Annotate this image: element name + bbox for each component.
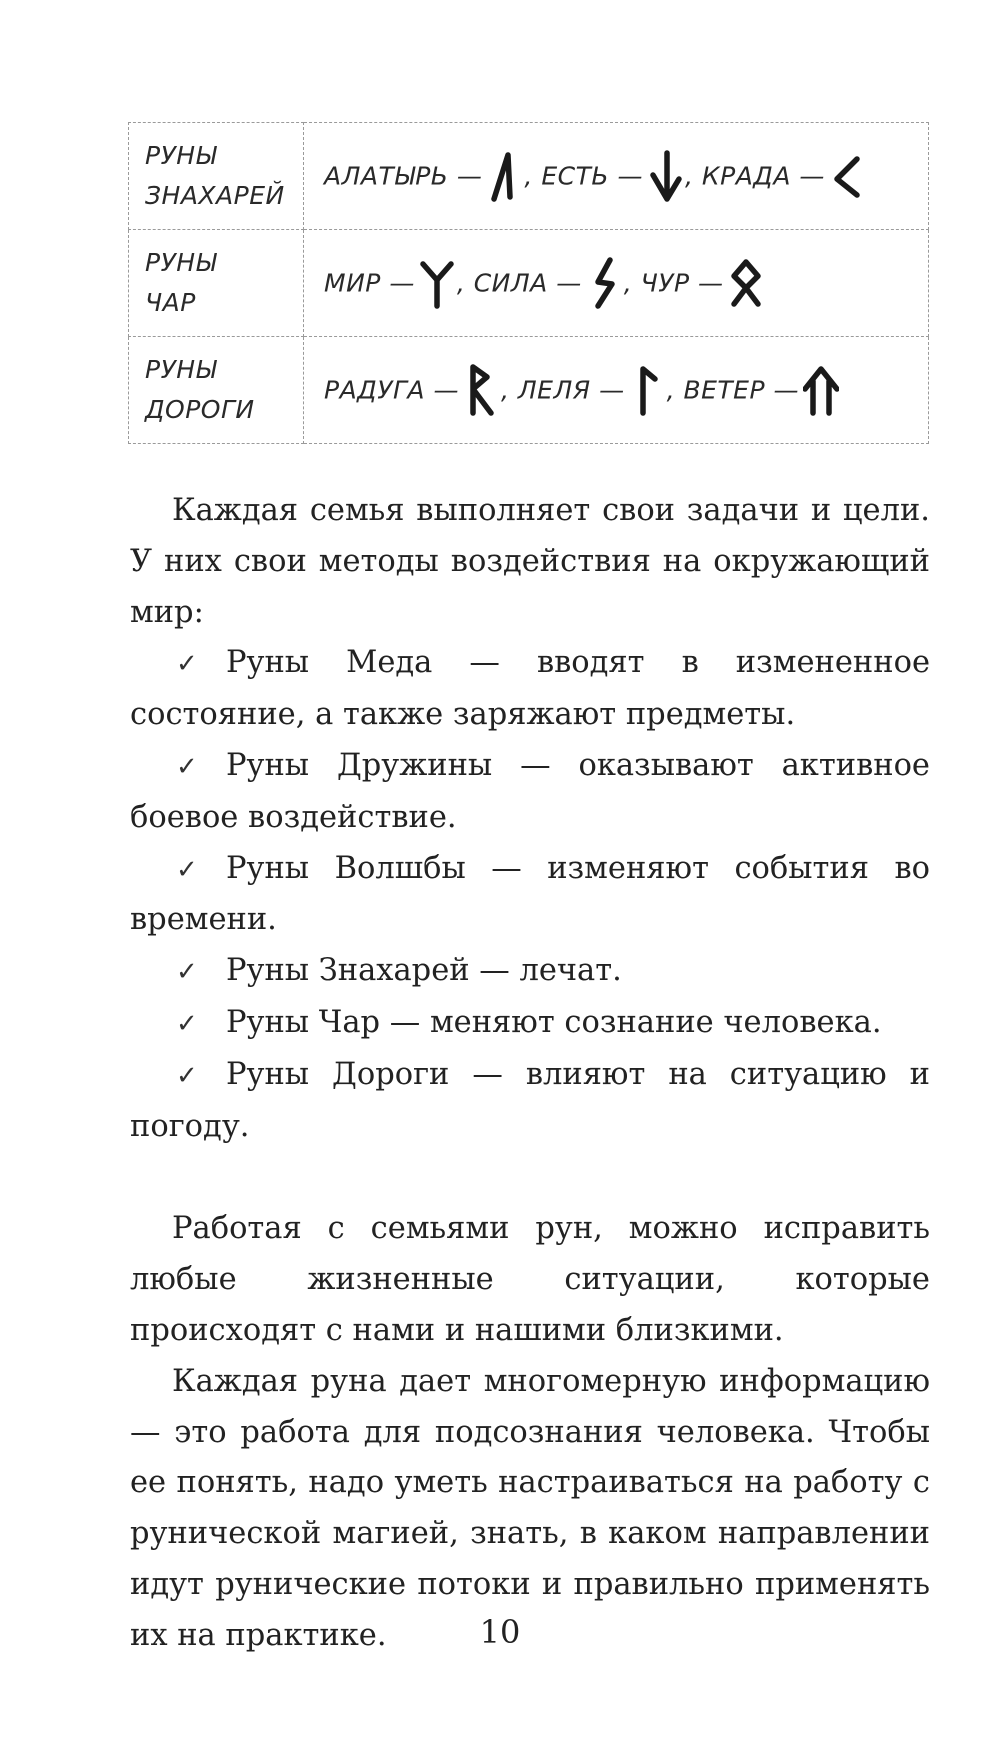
runes-cell [304, 337, 929, 444]
rune-name: ЛЕЛЯ [517, 375, 591, 405]
check-mark-icon: ✓ [176, 1060, 198, 1091]
family-cell [129, 230, 304, 337]
list-item [130, 638, 930, 741]
chur-rune-icon [728, 256, 764, 310]
rune-entry [324, 363, 509, 417]
rune-name: ЧУР [640, 268, 690, 298]
check-mark-icon: ✓ [176, 649, 198, 680]
list-item [130, 844, 930, 947]
paragraph: Каждая руна дает многомерную информацию — это работа для подсознания человека. Чтобы ее понять, надо уметь настраиваться на работу с рунической магией, знать, в каком направлении идут рунические потоки и правильно применять их на практике. [130, 1363, 930, 1653]
mir-rune-icon [419, 256, 455, 310]
list-item-text: Руны Волшбы — изменяют события во времени. [130, 850, 930, 938]
rune-dash: — [556, 268, 582, 298]
table-row [129, 123, 929, 230]
rune-name: СИЛА [473, 268, 548, 298]
family-cell [129, 337, 304, 444]
check-mark-icon: ✓ [176, 854, 198, 885]
rune-name: АЛАТЫРЬ [324, 161, 449, 191]
list-item [130, 1050, 930, 1153]
rune-entry [474, 256, 632, 310]
paragraph-spacer [130, 1152, 930, 1204]
paragraph: Работая с семьями рун, можно исправить любые жизненные ситуации, которые происходят с нами и нашими близкими. [130, 1211, 930, 1348]
runes-cell [304, 123, 929, 230]
list-item-text: Руны Чар — меняют сознание человека. [226, 1004, 882, 1040]
lelya-rune-icon [629, 363, 665, 417]
rune-dash: — [433, 375, 459, 405]
intro-paragraph: Каждая семья выполняет свои задачи и цели. У них свои методы воздействия на окружающий мир: [130, 493, 930, 630]
rune-entry [324, 149, 533, 203]
list-item-text: Руны Дороги — влияют на ситуацию и погоду. [130, 1056, 930, 1144]
rune-entry [324, 256, 465, 310]
veter-rune-icon [803, 363, 839, 417]
rune-name: ВЕТЕР [683, 375, 766, 405]
rune-dash: — [456, 161, 483, 191]
family-cell [129, 123, 304, 230]
rune-dash: — [389, 268, 415, 298]
rune-separator: , [456, 268, 466, 298]
rune-entry [518, 363, 675, 417]
rune-dash: — [773, 375, 800, 405]
list-item [130, 741, 930, 844]
family-label-line: ЧАР [145, 288, 196, 317]
rune-name: ЕСТЬ [541, 161, 610, 191]
alatyr-rune-icon [486, 149, 522, 203]
table-row [129, 337, 929, 444]
check-mark-icon: ✓ [176, 957, 198, 988]
rune-separator: , [524, 161, 533, 191]
krada-rune-icon [829, 149, 865, 203]
rune-name: РАДУГА [324, 375, 425, 405]
rune-dash: — [617, 161, 643, 191]
family-label-line: РУНЫ [145, 141, 217, 170]
list-item-text: Руны Дружины — оказывают активное боевое воздействие. [130, 747, 930, 835]
rune-dash: — [799, 161, 825, 191]
check-mark-icon: ✓ [176, 751, 198, 782]
rune-name: МИР [324, 268, 381, 298]
rune-dash: — [698, 268, 724, 298]
family-label-line: РУНЫ [145, 355, 217, 384]
rune-entry [541, 149, 693, 203]
est-rune-icon [647, 149, 683, 203]
rune-entry [683, 363, 841, 417]
main-text [130, 486, 930, 1662]
rune-entry [641, 256, 766, 310]
runes-cell [304, 230, 929, 337]
rune-families-table [128, 122, 929, 444]
sila-rune-icon [586, 256, 622, 310]
family-label-line: РУНЫ [145, 248, 217, 277]
list-item [130, 946, 930, 998]
list-item [130, 998, 930, 1050]
table-row [129, 230, 929, 337]
rune-dash: — [599, 375, 625, 405]
rune-separator: , [500, 375, 510, 405]
family-label-line: ЗНАХАРЕЙ [145, 181, 285, 210]
rune-separator: , [684, 161, 694, 191]
page-number: 10 [479, 1613, 521, 1651]
family-label-line: ДОРОГИ [145, 395, 255, 424]
check-mark-icon: ✓ [176, 1008, 198, 1039]
rune-name: КРАДА [701, 161, 791, 191]
rune-separator: , [666, 375, 676, 405]
rune-separator: , [623, 268, 633, 298]
list-item-text: Руны Меда — вводят в измененное состояние, а также заряжают предметы. [130, 645, 930, 733]
raduga-rune-icon [463, 363, 499, 417]
list-item-text: Руны Знахарей — лечат. [226, 953, 622, 989]
rune-entry [702, 149, 867, 203]
